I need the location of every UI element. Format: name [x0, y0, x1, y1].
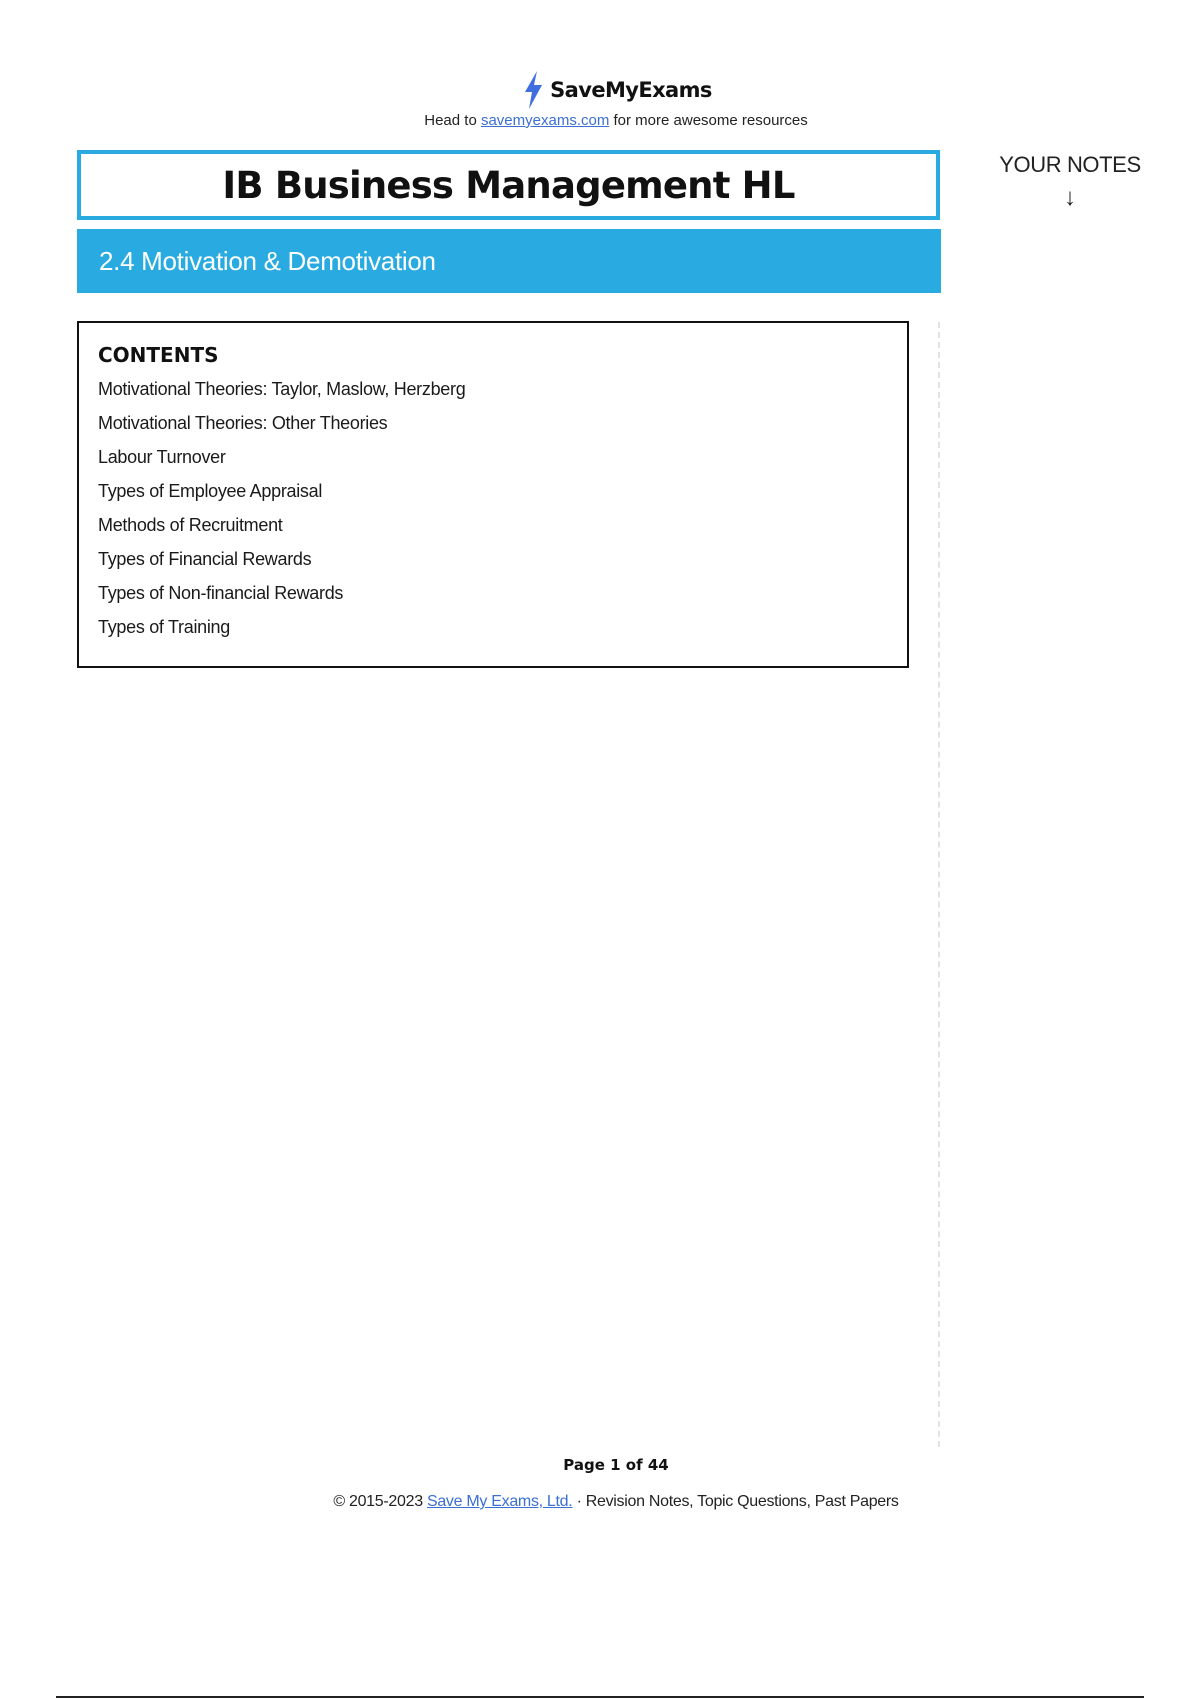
tagline-link[interactable]: savemyexams.com [480, 112, 610, 129]
contents-item[interactable]: Types of Financial Rewards [98, 549, 312, 569]
brand-name: SaveMyExams [550, 78, 712, 102]
contents-list [98, 379, 465, 651]
tagline-prefix: Head to [424, 112, 481, 129]
contents-item[interactable]: Types of Training [98, 617, 230, 637]
section-bar [77, 229, 941, 293]
copyright-link[interactable]: Save My Exams, Ltd. [426, 1493, 573, 1510]
copyright-footer [0, 1493, 1200, 1511]
contents-heading: CONTENTS [98, 343, 219, 367]
contents-item[interactable]: Labour Turnover [98, 447, 226, 467]
lightning-bolt-icon [520, 70, 546, 110]
contents-item[interactable]: Types of Employee Appraisal [98, 481, 323, 501]
tagline [0, 112, 1200, 129]
section-title: 2.4 Motivation & Demotivation [99, 245, 436, 276]
copyright-suffix: · Revision Notes, Topic Questions, Past Papers [572, 1493, 899, 1510]
contents-item[interactable]: Methods of Recruitment [98, 515, 283, 535]
arrow-down-icon: ↓ [1064, 184, 1076, 211]
page-number: Page 1 of 44 [563, 1456, 669, 1474]
title-box [77, 150, 940, 220]
bottom-rule [56, 1696, 1144, 1698]
notes-divider [938, 322, 940, 1447]
your-notes-label: YOUR NOTES [999, 152, 1141, 177]
contents-item[interactable]: Motivational Theories: Other Theories [98, 413, 388, 433]
tagline-suffix: for more awesome resources [609, 112, 808, 129]
contents-item[interactable]: Motivational Theories: Taylor, Maslow, Herzberg [98, 379, 466, 399]
contents-item[interactable]: Types of Non-financial Rewards [98, 583, 344, 603]
brand-header [0, 70, 1200, 110]
document-title: IB Business Management HL [222, 163, 795, 207]
contents-box [77, 321, 909, 668]
copyright-prefix: © 2015-2023 [333, 1493, 427, 1510]
